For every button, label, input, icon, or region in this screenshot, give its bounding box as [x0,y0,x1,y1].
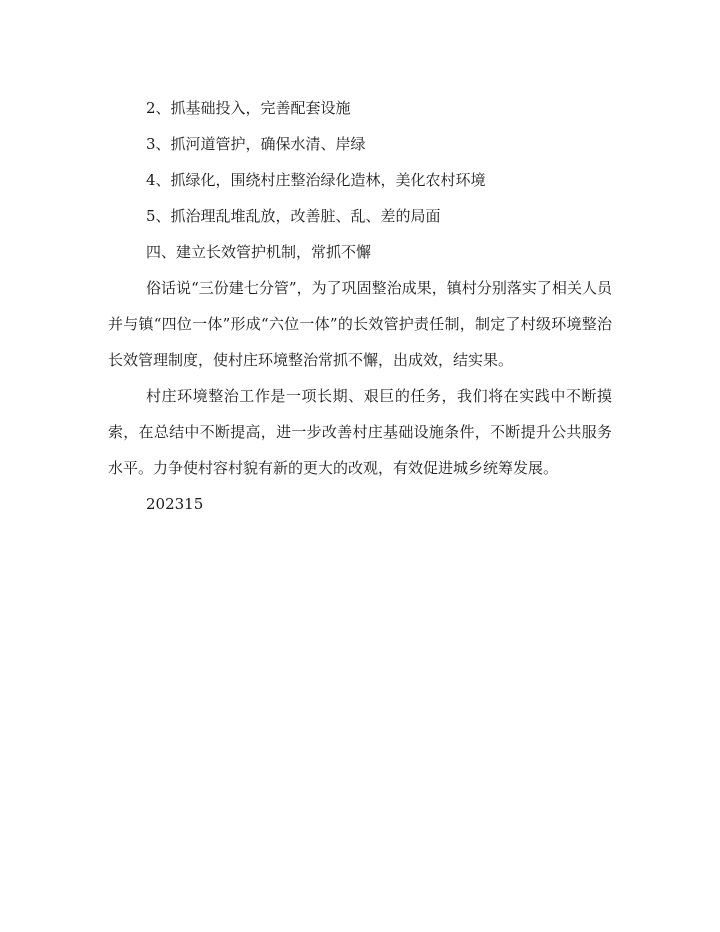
document-date: 202315 [146,495,204,513]
document-body [108,90,612,522]
body-paragraph: 俗话说“三份建七分管”，为了巩固整治成果，镇村分别落实了相关人员并与镇“四位一体”形成“六位一体”的长效管护责任制，制定了村级环境整治长效管理制度，使村庄环境整治常抓不懈，出成效，结实果。 [108,279,612,369]
list-item-infrastructure: 2、抓基础投入，完善配套设施 [146,99,351,117]
list-item-greening: 4、抓绿化，围绕村庄整治绿化造林，美化农村环境 [146,171,486,189]
section-heading: 四、建立长效管护机制，常抓不懈 [146,243,372,261]
body-paragraph: 村庄环境整治工作是一项长期、艰巨的任务，我们将在实践中不断摸索，在总结中不断提高，进一步改善村庄基础设施条件，不断提升公共服务水平。力争使村容村貌有新的更大的改观，有效促进城乡统筹发展。 [108,387,612,477]
list-item-clutter-cleanup: 5、抓治理乱堆乱放，改善脏、乱、差的局面 [146,207,441,225]
list-item-river-management: 3、抓河道管护，确保水清、岸绿 [146,135,366,153]
